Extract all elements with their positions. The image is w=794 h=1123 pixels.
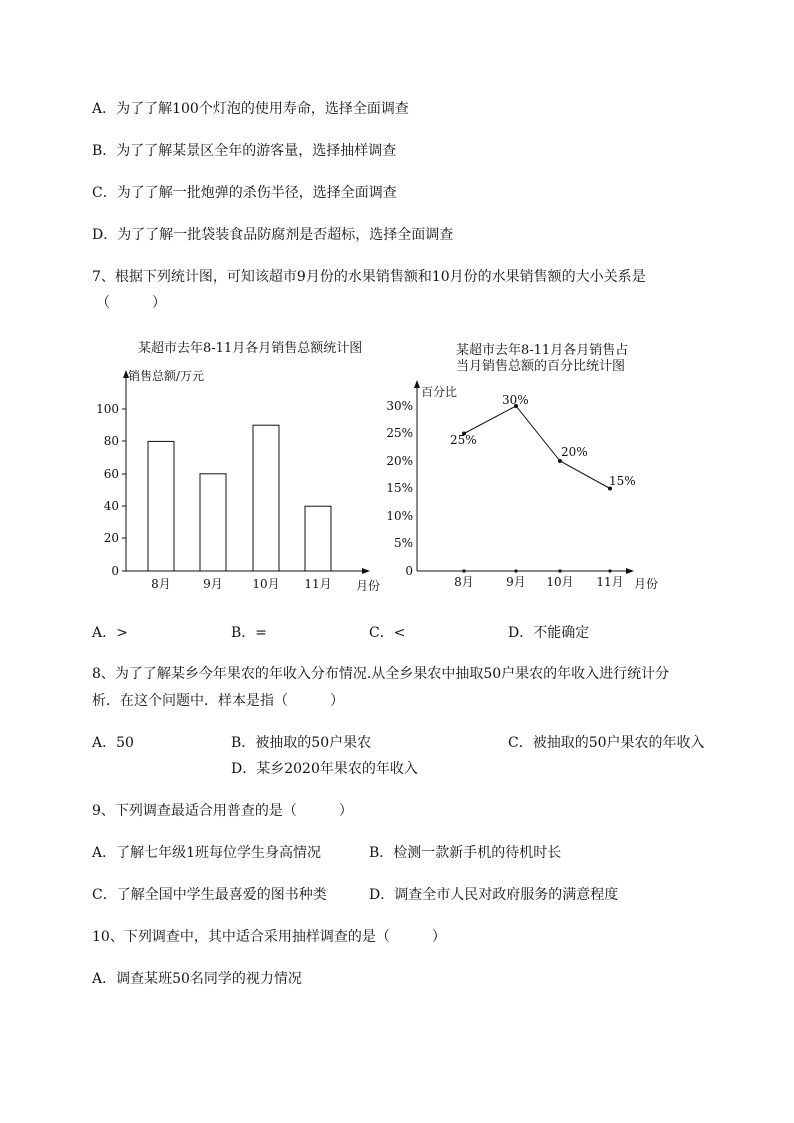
bar-11 [305,506,331,571]
line-x-label: 9月 [506,575,526,589]
line-chart-ylabel: 百分比 [421,385,458,399]
line-data-label: 15% [609,474,636,488]
q8-stem-line1: 8、为了了解某乡今年果农的年收入分布情况.从全乡果农中抽取50户果农的年收入进行统计分 [92,666,670,682]
bar-9 [200,474,226,571]
bar-chart [90,334,390,594]
bar-chart-xlabel: 月份 [356,579,381,593]
bar-x-label: 8月 [151,577,171,591]
q8-option-b: B．被抽取的50户果农 [231,735,372,751]
q8-option-c: C．被抽取的50户果农的年收入 [508,735,705,751]
line-y-tick-label: 0 [405,564,413,578]
line-chart-title-2: 当月销售总额的百分比统计图 [456,359,626,374]
line-axis-dot [608,569,611,572]
line-data-label: 20% [561,445,588,459]
line-y-arrow [414,380,420,388]
bar-8 [148,441,174,571]
line-data-label: 30% [502,393,529,407]
bar-y-tick-label: 40 [103,499,119,513]
q9-option-b: B．检测一款新手机的待机时长 [369,845,562,861]
q8-option-a: A．50 [92,735,134,751]
q9-option-a: A．了解七年级1班每位学生身高情况 [92,845,322,861]
bar-x-label: 11月 [304,577,332,591]
q6-option-d: D．为了了解一批袋装食品防腐剂是否超标，选择全面调查 [92,227,454,243]
q7-option-a: A．> [92,625,128,641]
q6-option-a: A．为了了解100个灯泡的使用寿命，选择全面调查 [92,101,409,117]
q7-option-b: B．= [231,625,268,641]
bar-y-tick-label: 100 [96,402,119,416]
q7-stem: 7、根据下列统计图，可知该超市9月份的水果销售额和10月份的水果销售额的大小关系是 [92,269,646,285]
bar-y-tick-label: 60 [103,467,119,481]
line-x-label: 10月 [546,575,574,589]
bar-y-tick-label: 80 [103,434,119,448]
bar-chart-ylabel: 销售总额/万元 [128,369,205,383]
line-y-ticks [386,399,413,578]
q9-stem: 9、下列调查最适合用普查的是（ ） [92,803,353,819]
q10-option-a: A．调查某班50名同学的视力情况 [92,971,302,987]
line-series [464,406,610,489]
q7-option-c: C．< [369,625,406,641]
line-point-10 [558,459,562,463]
q9-option-c: C．了解全国中学生最喜爱的图书种类 [92,887,327,903]
line-x-label: 11月 [596,575,624,589]
line-axis-dot [462,569,465,572]
q7-option-d: D．不能确定 [508,625,590,641]
line-y-tick-label: 15% [386,481,413,495]
line-x-arrow [626,568,634,574]
q10-stem: 10、下列调查中，其中适合采用抽样调查的是（ ） [92,929,446,945]
bar-y-tick-label: 20 [103,531,119,545]
line-chart-xlabel: 月份 [634,577,659,591]
bar-x-label: 10月 [252,577,280,591]
bar-y-tick-label: 0 [111,564,119,578]
line-data-label: 25% [450,433,477,447]
bar-x-label: 9月 [203,577,223,591]
line-chart [384,334,674,594]
line-axis-dot [514,569,517,572]
bar-chart-title: 某超市去年8-11月各月销售总额统计图 [138,341,363,356]
bar-x-arrow [362,568,370,574]
line-y-tick-label: 5% [393,536,413,550]
q8-option-d: D．某乡2020年果农的年收入 [231,761,418,777]
line-y-tick-label: 10% [386,509,413,523]
line-axis-dot [558,569,561,572]
q8-stem-line2: 析．在这个问题中．样本是指（ ） [92,693,344,709]
bar-y-ticks [96,402,126,578]
q6-option-b: B．为了了解某景区全年的游客量，选择抽样调查 [92,143,397,159]
q9-option-d: D．调查全市人民对政府服务的满意程度 [369,887,619,903]
line-y-tick-label: 20% [386,454,413,468]
line-chart-title-1: 某超市去年8-11月各月销售占 [456,343,629,358]
line-x-label: 8月 [454,575,474,589]
q6-option-c: C．为了了解一批炮弹的杀伤半径，选择全面调查 [92,185,397,201]
q7-answer-paren: （ ） [96,295,166,311]
line-y-tick-label: 25% [386,426,413,440]
line-y-tick-label: 30% [386,399,413,413]
bar-10 [253,425,279,571]
